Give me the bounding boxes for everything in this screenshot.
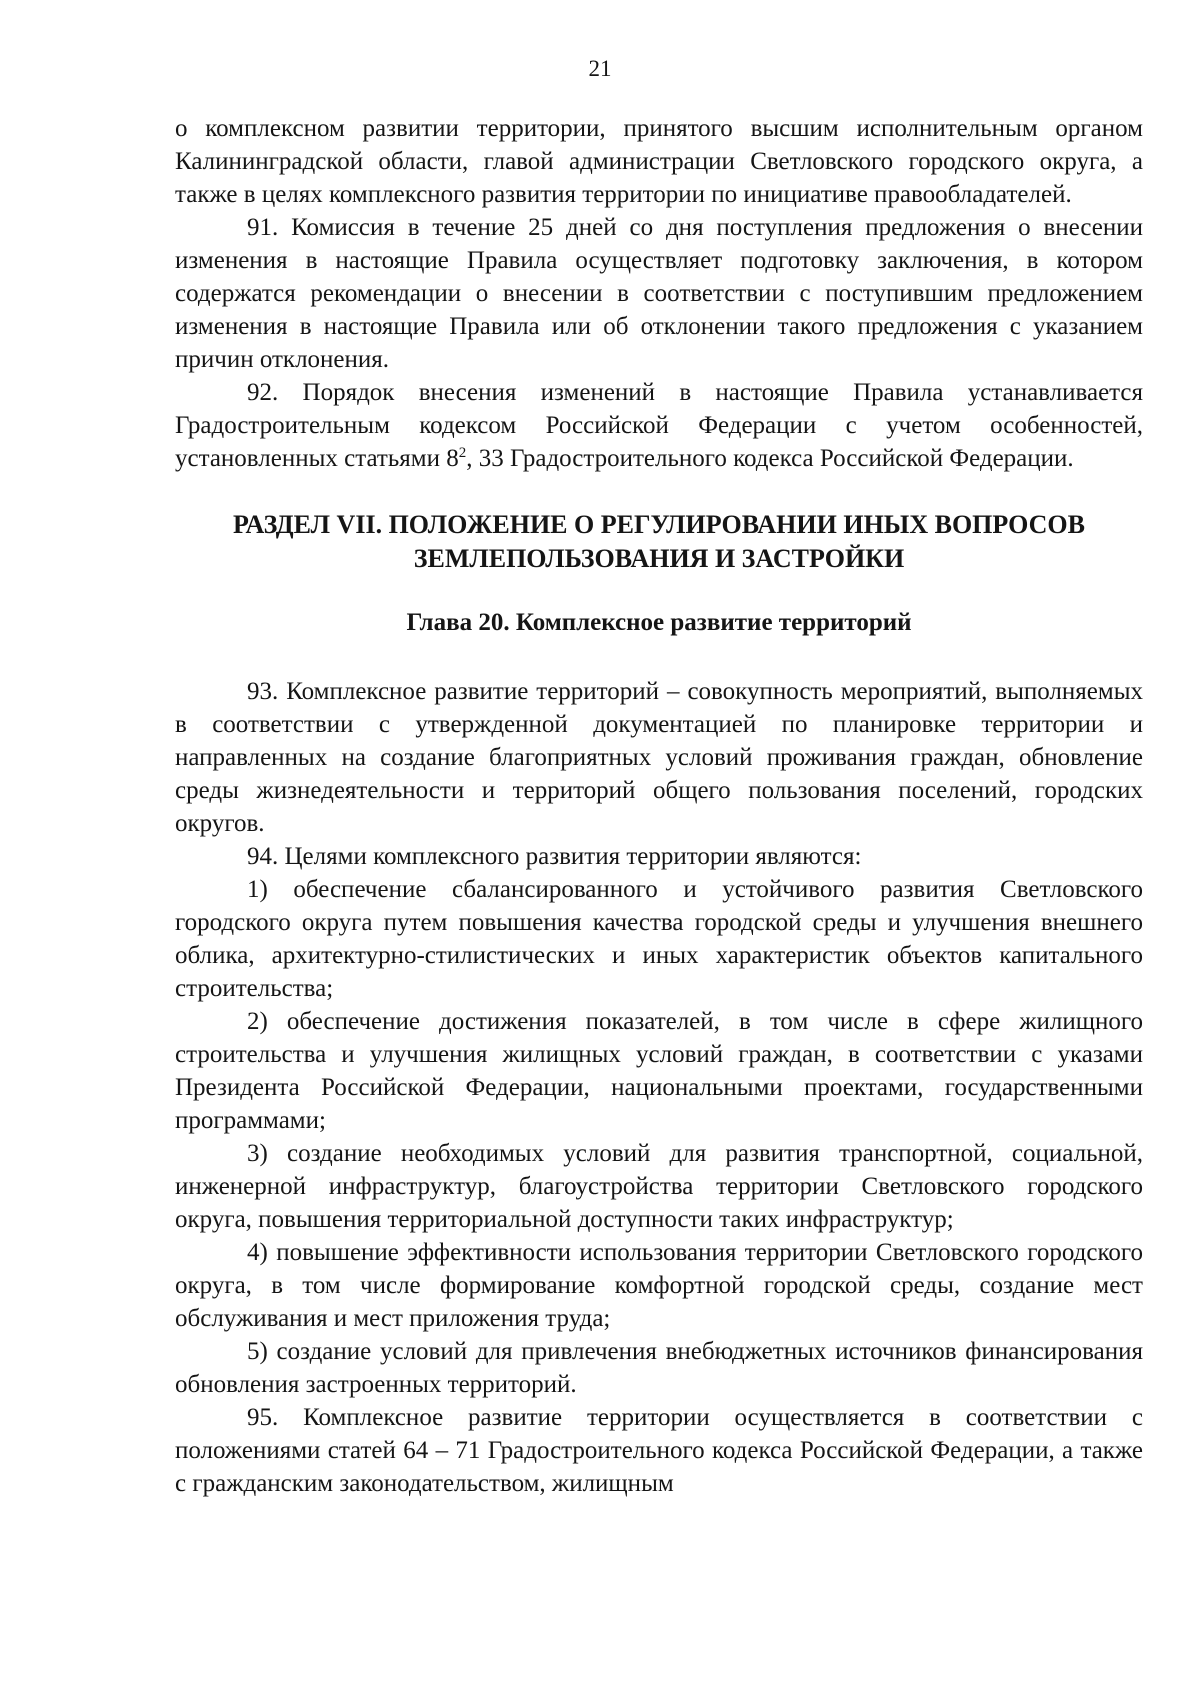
- document-body: [175, 112, 1143, 1500]
- paragraph-93: 93. Комплексное развитие территорий – совокупность мероприятий, выполняемых в соответствии с утвержденной документацией по планировке территории и направленных на создание благоприятных условий проживания граждан, обновление среды жизнедеятельности и территорий общего пользования поселений, городских округов.: [175, 678, 1143, 837]
- list-item-1: 1) обеспечение сбалансированного и устойчивого развития Светловского городского округа путем повышения качества городской среды и улучшения внешнего облика, архитектурно-стилистических и иных характеристик объектов капитального строительства;: [175, 876, 1143, 1002]
- article-superscript: 2: [458, 445, 467, 461]
- list-item-3: 3) создание необходимых условий для развития транспортной, социальной, инженерной инфраструктур, благоустройства территории Светловского городского округа, повышения территориальной доступности таких инфраструктур;: [175, 1140, 1143, 1233]
- paragraph-92: [175, 376, 1143, 475]
- section-heading-line-1: РАЗДЕЛ VII. ПОЛОЖЕНИЕ О РЕГУЛИРОВАНИИ ИНЫХ ВОПРОСОВ: [232, 510, 1086, 539]
- page-number: 21: [588, 56, 612, 81]
- section-heading-line-2: ЗЕМЛЕПОЛЬЗОВАНИЯ И ЗАСТРОЙКИ: [413, 544, 905, 573]
- list-item-5: 5) создание условий для привлечения внебюджетных источников финансирования обновления застроенных территорий.: [175, 1338, 1143, 1398]
- paragraph-94: 94. Целями комплексного развития территории являются:: [247, 843, 862, 870]
- chapter-heading: Глава 20. Комплексное развитие территорий: [406, 609, 912, 636]
- section-heading: [175, 508, 1143, 576]
- paragraph-92-part1: 92. Порядок внесения изменений в настоящие Правила устанавливается Градостроительным кодексом Российской Федерации с учетом особенностей, установленных статьями 8: [175, 379, 1143, 472]
- paragraph-95: 95. Комплексное развитие территории осуществляется в соответствии с положениями статей 64 – 71 Градостроительного кодекса Российской Федерации, а также с гражданским законодательством, жилищным: [175, 1404, 1143, 1497]
- paragraph-91: 91. Комиссия в течение 25 дней со дня поступления предложения о внесении изменения в настоящие Правила осуществляет подготовку заключения, в котором содержатся рекомендации о внесении в соответствии с поступившим предложением изменения в настоящие Правила или об отклонении такого предложения с указанием причин отклонения.: [175, 214, 1143, 373]
- list-item-2: 2) обеспечение достижения показателей, в том числе в сфере жилищного строительства и улучшения жилищных условий граждан, в соответствии с указами Президента Российской Федерации, национальными проектами, государственными программами;: [175, 1008, 1143, 1134]
- paragraph-92-part2: , 33 Градостроительного кодекса Российской Федерации.: [466, 445, 1074, 472]
- list-item-4: 4) повышение эффективности использования территории Светловского городского округа, в том числе формирование комфортной городской среды, создание мест обслуживания и мест приложения труда;: [175, 1239, 1143, 1332]
- paragraph-continuation: о комплексном развитии территории, принятого высшим исполнительным органом Калининградской области, главой администрации Светловского городского округа, а также в целях комплексного развития территории по инициативе правообладателей.: [175, 115, 1143, 208]
